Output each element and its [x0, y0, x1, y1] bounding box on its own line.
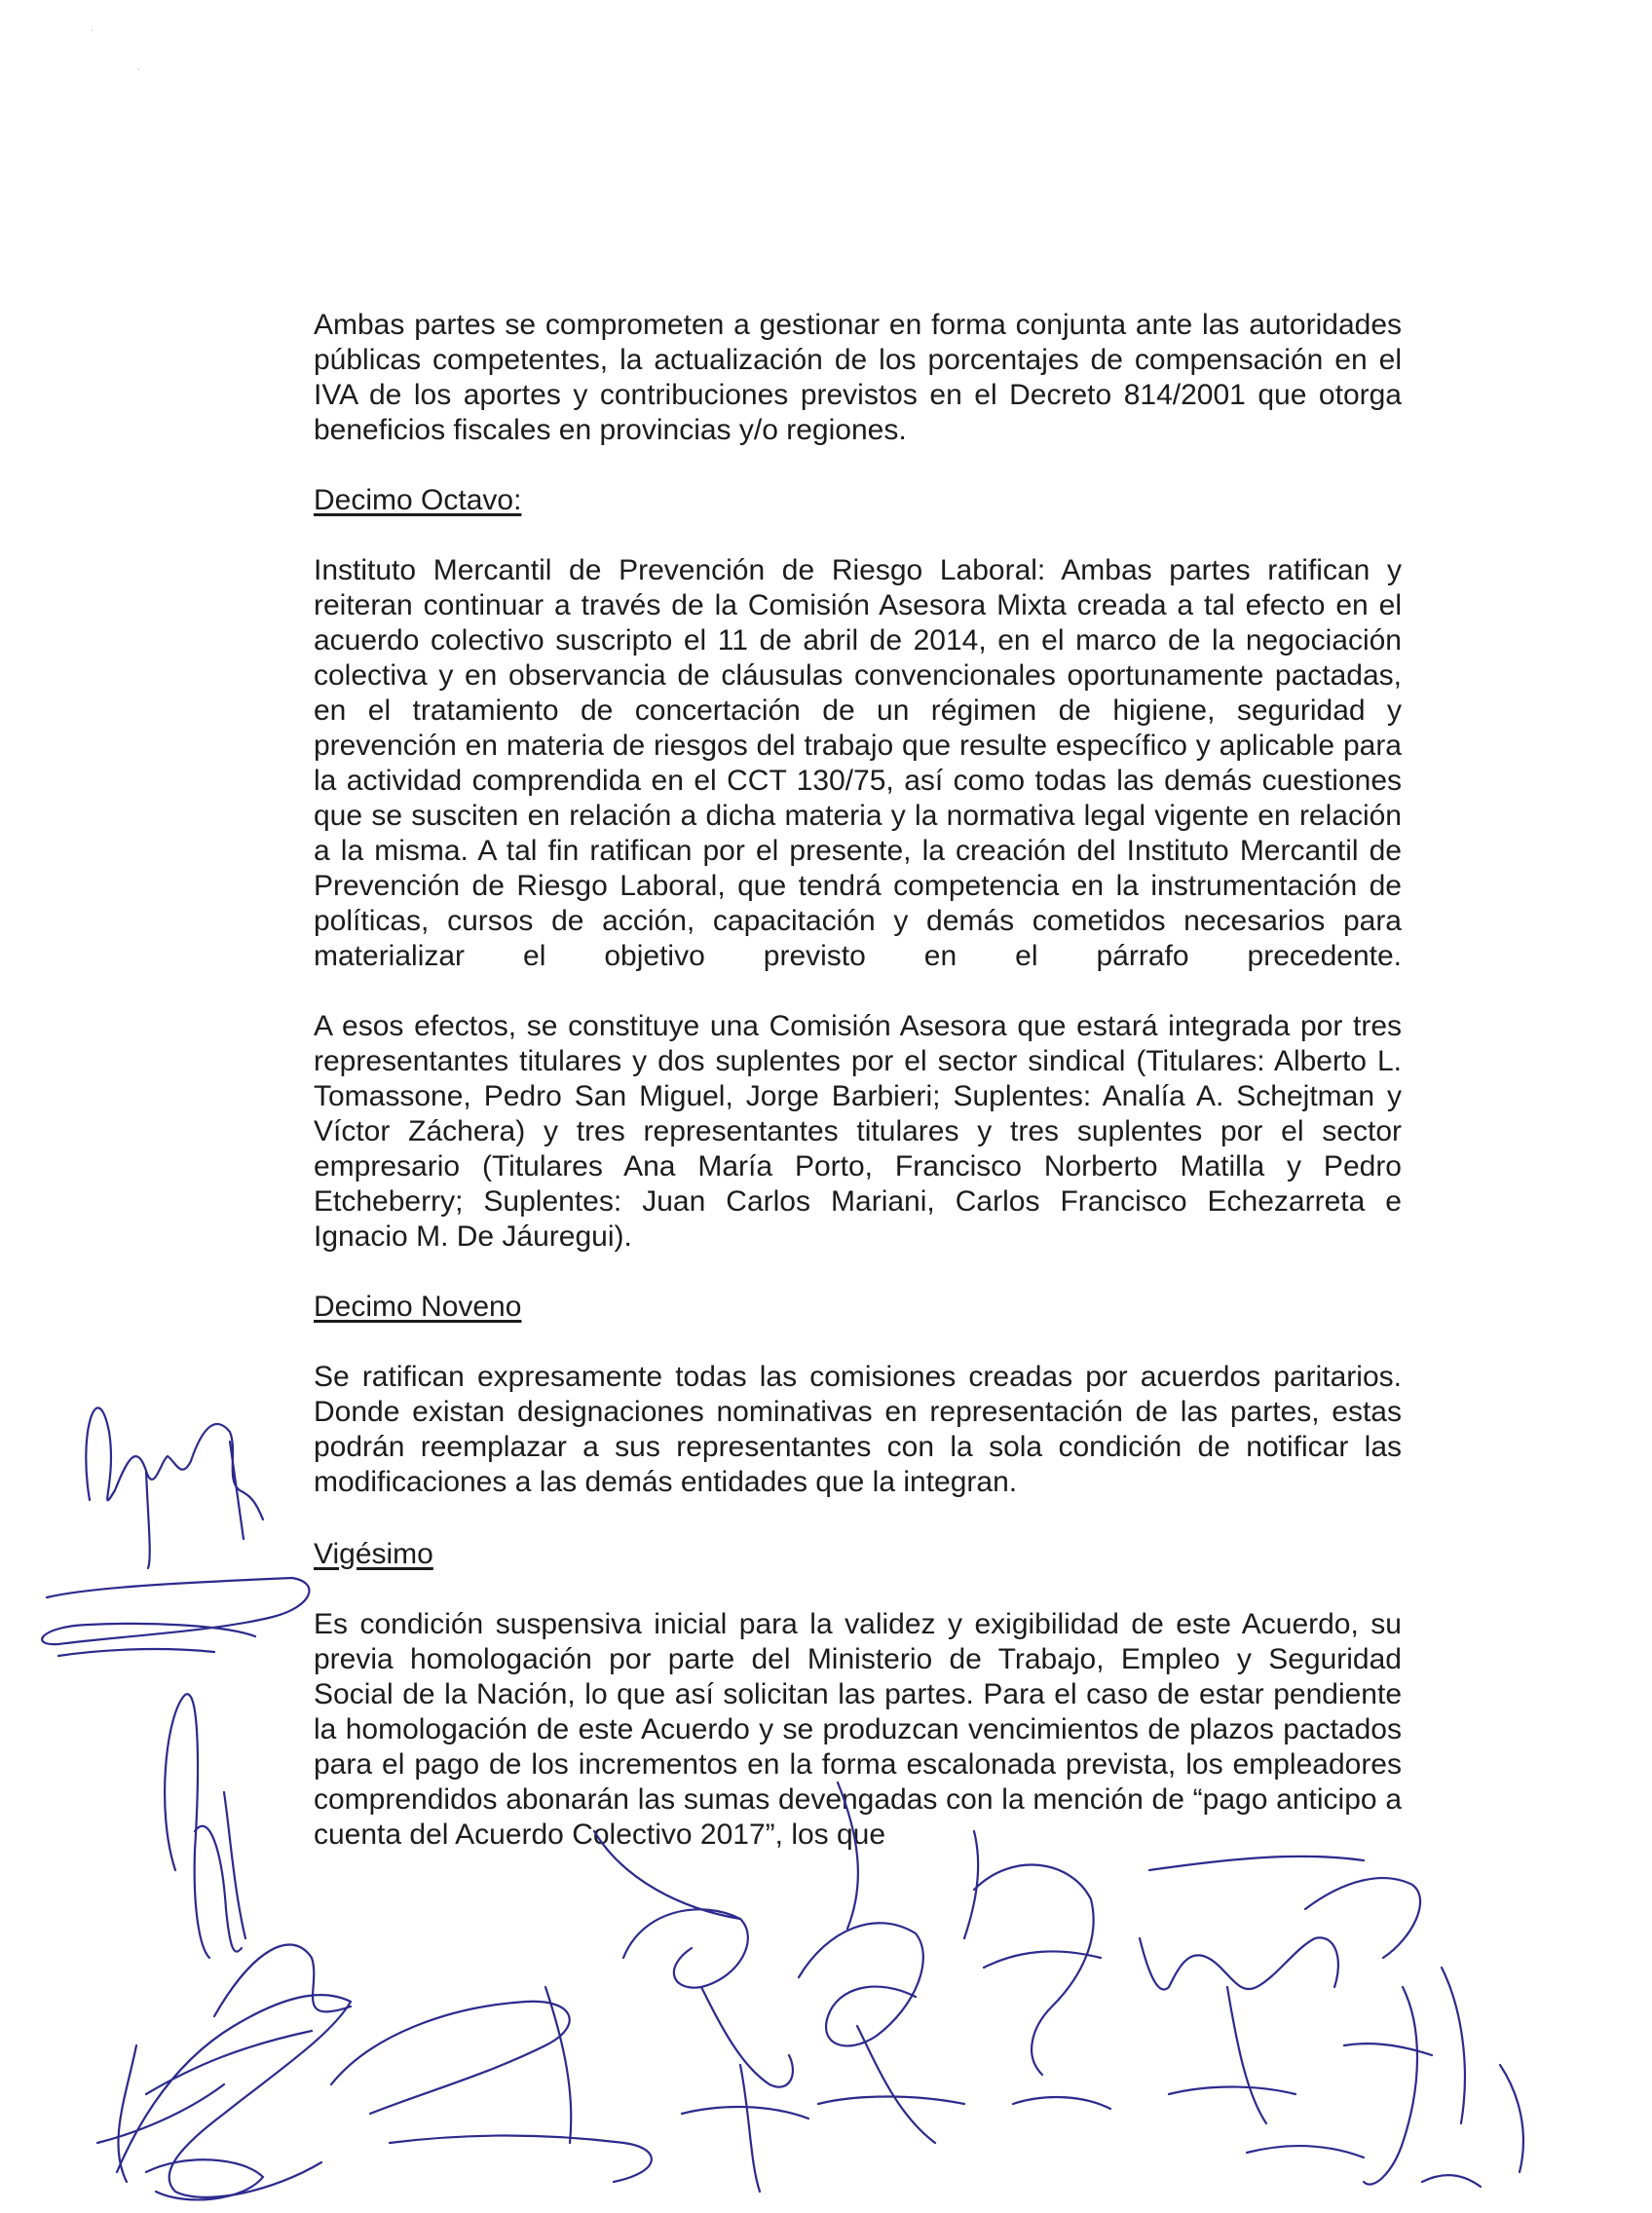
signature-bottom-center-4	[974, 1865, 1110, 2109]
signature-bottom-right-3	[1247, 2065, 1523, 2187]
signature-left-2	[42, 1578, 309, 1656]
signature-bottom-left-loop	[146, 2159, 263, 2199]
signature-bottom-right-2	[1305, 1878, 1465, 2184]
signature-bottom-left	[97, 1945, 351, 2197]
signature-bottom-right-1	[1140, 1937, 1338, 2123]
paragraph-homologacion: Es condición suspensiva inicial para la validez y exigibilidad de este Acuerdo, su previa homologación por parte del Ministerio de Trabajo, Empleo y Seguridad Social de la Nación, lo que así solicitan las partes. Para el caso de estar pendiente la homologación de este Acuerdo y se produzcan vencimientos de plazos pactados para el pago de los incrementos en la forma escalonada prevista, los empleadores comprendidos abonarán las sumas devengadas con la mención de “pago anticipo a cuenta del Acuerdo Colectivo 2017”, los que	[314, 1608, 1402, 1851]
heading-vigesimo: Vigésimo	[314, 1538, 433, 1570]
scan-speck: ·	[136, 60, 141, 76]
paragraph-iva-compensation: Ambas partes se comprometen a gestionar en forma conjunta ante las autoridades públicas competentes, la actualización de los porcentajes de compensación en el IVA de los aportes y contribuciones previstos en el Decreto 814/2001 que otorga beneficios fiscales en provincias y/o regiones.	[314, 309, 1402, 446]
paragraph-instituto-mercantil: Instituto Mercantil de Prevención de Riesgo Laboral: Ambas partes ratifican y reiteran continuar a través de la Comisión Asesora Mixta creada a tal efecto en el acuerdo colectivo suscripto el 11 de abril de 2014, en el marco de la negociación colectiva y en observancia de cláusulas convencionales oportunamente pactadas, en el tratamiento de concertación de un régimen de higiene, seguridad y prevención en materia de riesgos del trabajo que resulte específico y aplicable para la actividad comprendida en el CCT 130/75, así como todas las demás cuestiones que se susciten en relación a dicha materia y la normativa legal vigente en relación a la misma. A tal fin ratifican por el presente, la creación del Instituto Mercantil de Prevención de Riesgo Laboral, que tendrá competencia en la instrumentación de políticas, cursos de acción, capacitación y demás cometidos necesarios para materializar el objetivo previsto en el párrafo precedente.	[314, 554, 1402, 972]
signature-bottom-center-1	[331, 1987, 652, 2182]
paragraph-comision-asesora: A esos efectos, se constituye una Comisión Asesora que estará integrada por tres representantes titulares y dos suplentes por el sector sindical (Titulares: Alberto L. Tomassone, Pedro San Miguel, Jorge Barbieri; Suplentes: Analía A. Schejtman y Víctor Záchera) y tres representantes titulares y tres suplentes por el sector empresario (Titulares Ana María Porto, Francisco Norberto Matilla y Pedro Etcheberry; Suplentes: Juan Carlos Mariani, Carlos Francisco Echezarreta e Ignacio M. De Jáuregui).	[314, 1010, 1402, 1253]
paragraph-comisiones-paritarias: Se ratifican expresamente todas las comisiones creadas por acuerdos paritarios. Donde existan designaciones nominativas en representación de las partes, estas podrán reemplazar a sus representantes con la sola condición de notificar las modificaciones a las demás entidades que la integran.	[314, 1361, 1402, 1498]
signature-left-3	[165, 1694, 245, 1958]
scan-speck: ·	[90, 21, 94, 37]
signature-left-1	[86, 1407, 263, 1568]
signature-bottom-center-2	[623, 1909, 808, 2192]
document-body	[314, 308, 1402, 1853]
heading-decimo-octavo: Decimo Octavo:	[314, 484, 522, 516]
heading-decimo-noveno: Decimo Noveno	[314, 1291, 522, 1323]
signature-bottom-center-3	[799, 1923, 964, 2143]
